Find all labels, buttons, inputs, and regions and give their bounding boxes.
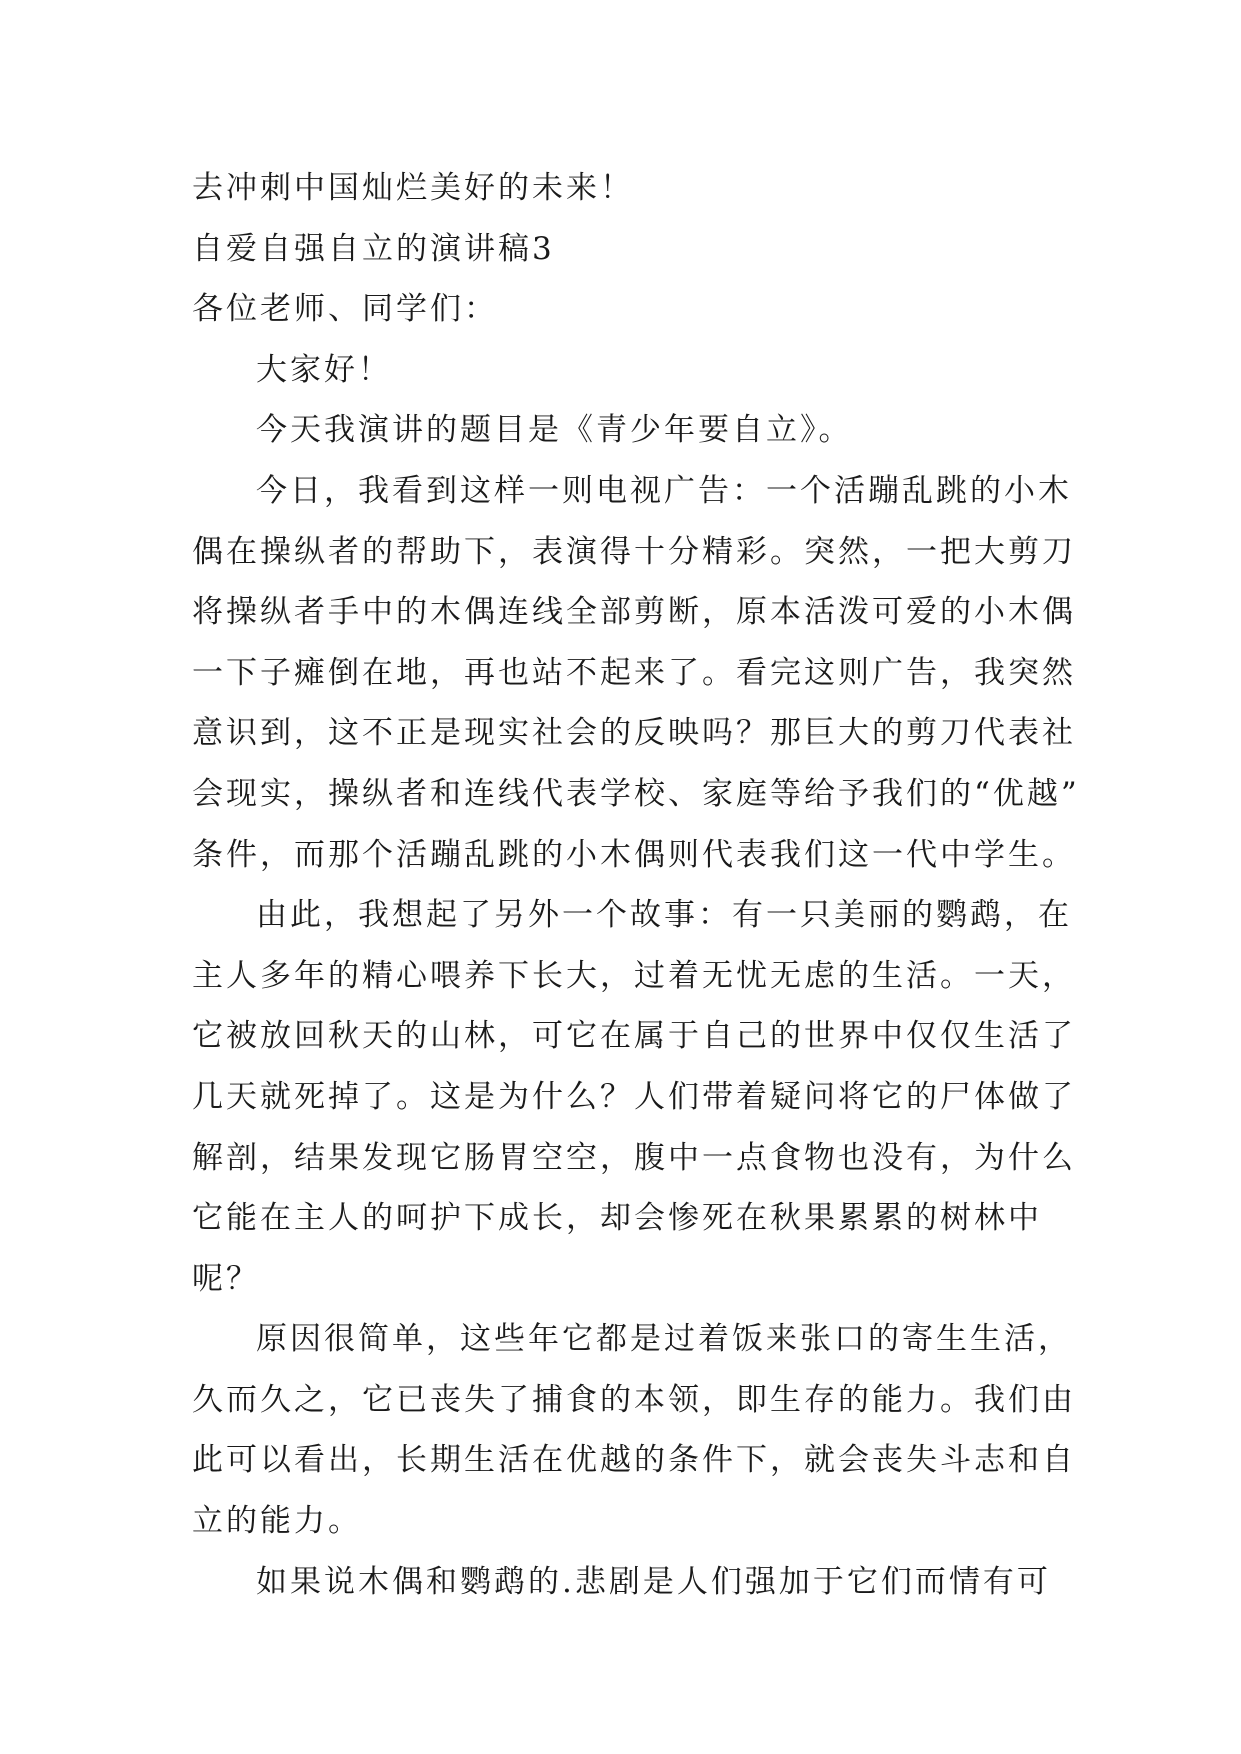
text-line: 条件，而那个活蹦乱跳的小木偶则代表我们这一代中学生。 — [192, 836, 1076, 873]
text-line: 原因很简单，这些年它都是过着饭来张口的寄生生活， — [256, 1321, 1072, 1358]
text-line: 久而久之，它已丧失了捕食的本领，即生存的能力。我们由 — [192, 1381, 1076, 1418]
greeting: 大家好！ — [256, 351, 392, 388]
text-line: 由此，我想起了另外一个故事：有一只美丽的鹦鹉，在 — [256, 897, 1072, 934]
text-line: 如果说木偶和鹦鹉的.悲剧是人们强加于它们而情有可 — [256, 1563, 1051, 1600]
section-title: 自爱自强自立的演讲稿3 — [192, 230, 555, 267]
text-line: 它被放回秋天的山林，可它在属于自己的世界中仅仅生活了 — [192, 1018, 1076, 1055]
text-line: 今天我演讲的题目是《青少年要自立》。 — [256, 412, 853, 449]
text-line: 意识到，这不正是现实社会的反映吗？那巨大的剪刀代表社 — [192, 715, 1076, 752]
text-line: 呢？ — [192, 1260, 260, 1297]
text-line: 将操纵者手中的木偶连线全部剪断，原本活泼可爱的小木偶 — [192, 594, 1076, 631]
document-body — [192, 158, 1080, 1612]
text-line: 一下子瘫倒在地，再也站不起来了。看完这则广告，我突然 — [192, 654, 1076, 691]
text-line: 去冲刺中国灿烂美好的未来！ — [192, 170, 634, 206]
text-line: 主人多年的精心喂养下长大，过着无忧无虑的生活。一天， — [192, 957, 1076, 994]
text-line: 会现实，操纵者和连线代表学校、家庭等给予我们的“优越” — [192, 775, 1080, 812]
text-line: 解剖，结果发现它肠胃空空，腹中一点食物也没有，为什么 — [192, 1139, 1076, 1176]
text-line: 立的能力。 — [192, 1503, 362, 1540]
text-line: 它能在主人的呵护下成长，却会惨死在秋果累累的树林中 — [192, 1200, 1042, 1237]
salutation: 各位老师、同学们： — [192, 291, 498, 328]
text-line: 几天就死掉了。这是为什么？人们带着疑问将它的尸体做了 — [192, 1078, 1076, 1115]
text-line: 今日，我看到这样一则电视广告：一个活蹦乱跳的小木 — [256, 472, 1072, 509]
text-line: 此可以看出，长期生活在优越的条件下，就会丧失斗志和自 — [192, 1442, 1076, 1479]
text-line: 偶在操纵者的帮助下，表演得十分精彩。突然，一把大剪刀 — [192, 533, 1076, 570]
